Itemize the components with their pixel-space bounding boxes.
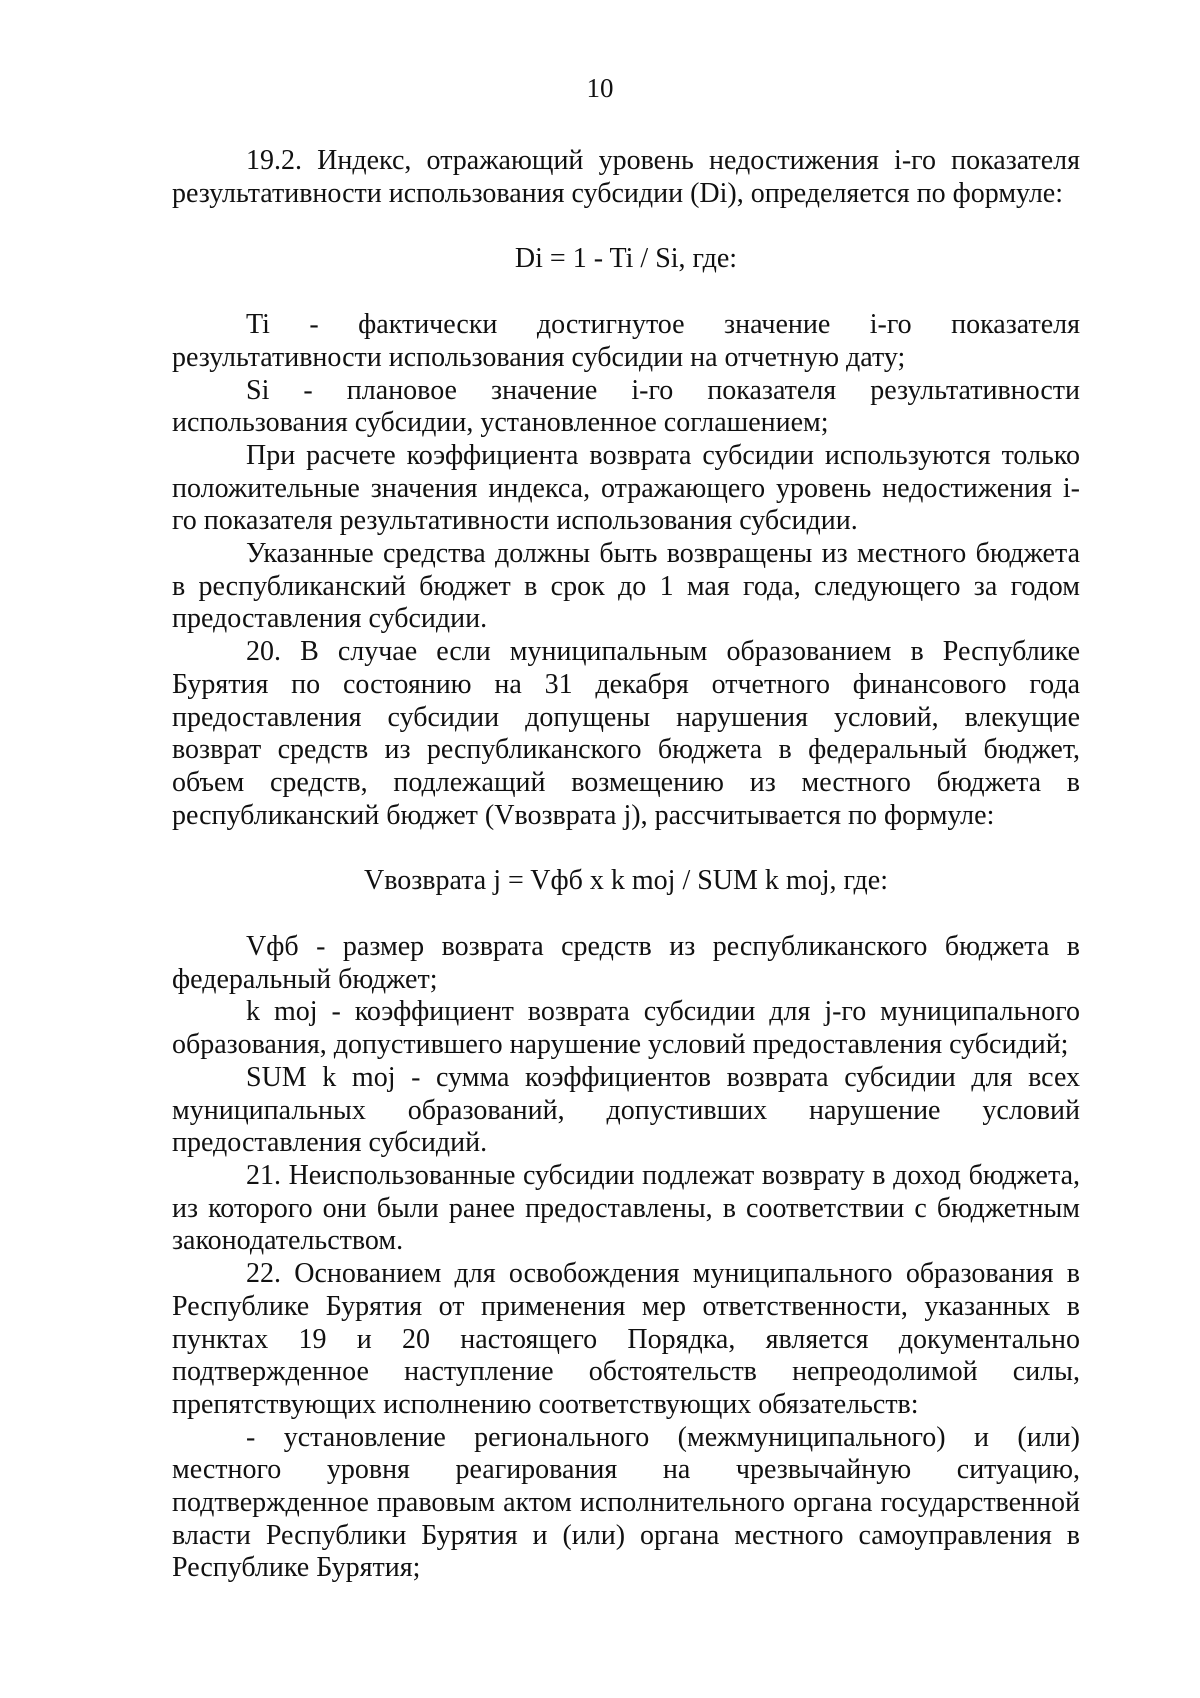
definition-k-moj: k moj - коэффициент возврата субсидии для j-го муниципального образования, допустившего нарушение условий предоставления субсидий; — [172, 996, 1080, 1061]
definition-si: Si - плановое значение i-го показателя результативности использования субсидии, установленное соглашением; — [172, 374, 1080, 439]
spacer — [172, 898, 1080, 931]
list-item-emergency-response: - установление регионального (межмуниципального) и (или) местного уровня реагирования на чрезвычайную ситуацию, подтвержденное правовым актом исполнительного органа государственной власти Республики Бурятия и (или) органа местного самоуправления в Республике Бурятия; — [172, 1421, 1080, 1584]
document-body — [172, 145, 1080, 1585]
spacer — [172, 832, 1080, 865]
formula-v-return: Vвозврата j = Vфб x k moj / SUM k moj, где: — [363, 865, 889, 897]
definition-ti: Ti - фактически достигнутое значение i-го показателя результативности использования субсидии на отчетную дату; — [172, 309, 1080, 373]
definition-sum-k-moj: SUM k moj - сумма коэффициентов возврата субсидии для всех муниципальных образований, допустивших нарушение условий предоставления субсидий. — [172, 1061, 1080, 1159]
paragraph-20: 20. В случае если муниципальным образованием в Республике Бурятия по состоянию на 31 декабря отчетного финансового года предоставления субсидии допущены нарушения условий, влекущие возврат средств из республиканского бюджета в федеральный бюджет, объем средств, подлежащий возмещению из местного бюджета в республиканский бюджет (Vвозврата j), рассчитывается по формуле: — [172, 636, 1080, 831]
paragraph-21: 21. Неиспользованные субсидии подлежат возврату в доход бюджета, из которого они были ранее предоставлены, в соответствии с бюджетным законодательством. — [172, 1159, 1080, 1257]
paragraph-22: 22. Основанием для освобождения муниципального образования в Республике Бурятия от применения мер ответственности, указанных в пунктах 19 и 20 настоящего Порядка, является документально подтвержденное наступление обстоятельств непреодолимой силы, препятствующих исполнению соответствующих обязательств: — [172, 1258, 1080, 1420]
spacer — [172, 276, 1080, 309]
paragraph-19-2: 19.2. Индекс, отражающий уровень недостижения i-го показателя результативности использования субсидии (Di), определяется по формуле: — [172, 145, 1080, 209]
page-number: 10 — [586, 73, 614, 103]
spacer — [172, 210, 1080, 243]
definition-vfb: Vфб - размер возврата средств из республиканского бюджета в федеральный бюджет; — [172, 931, 1080, 995]
paragraph-positive-values: При расчете коэффициента возврата субсидии используются только положительные значения индекса, отражающего уровень недостижения i-го показателя результативности использования субсидии. — [172, 439, 1080, 537]
formula-di: Di = 1 - Ti / Si, где: — [514, 243, 738, 275]
paragraph-return-deadline: Указанные средства должны быть возвращены из местного бюджета в республиканский бюджет в срок до 1 мая года, следующего за годом предоставления субсидии. — [172, 538, 1080, 635]
